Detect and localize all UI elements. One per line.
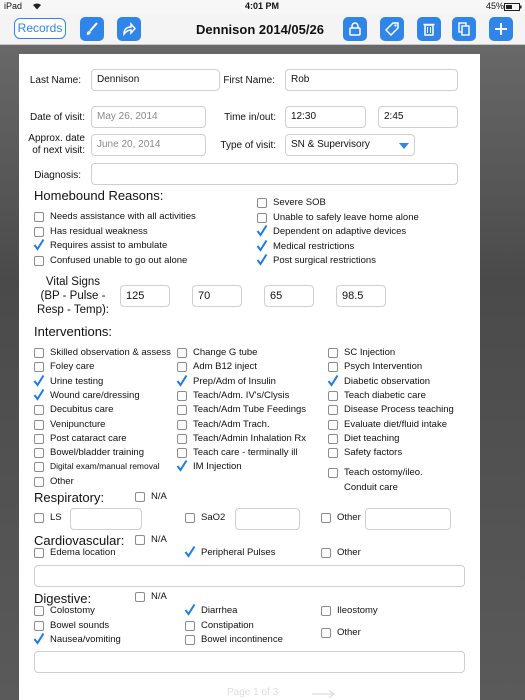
respiratory-sao2-label: SaO2 bbox=[201, 512, 226, 523]
intervention-c3-3-checkbox[interactable] bbox=[328, 391, 338, 401]
homebound-left-0-checkbox[interactable] bbox=[34, 212, 44, 222]
interventions-title: Interventions: bbox=[34, 324, 113, 339]
intervention-c1-7-checkbox[interactable] bbox=[34, 448, 44, 458]
intervention-c2-1-checkbox[interactable] bbox=[177, 362, 187, 372]
cardio-other-checkbox[interactable] bbox=[321, 548, 331, 558]
cardio-peripheral-checkmark[interactable] bbox=[184, 545, 196, 558]
dropdown-arrow-icon bbox=[399, 143, 409, 149]
diagnosis-label: Diagnosis: bbox=[34, 170, 81, 181]
records-button[interactable]: Records bbox=[14, 18, 66, 39]
intervention-c2-0-label: Change G tube bbox=[193, 347, 258, 358]
next-visit-label-line1: Approx. date bbox=[28, 133, 85, 144]
temp-field[interactable]: 98.5 bbox=[336, 285, 386, 307]
homebound-right-2-label: Dependent on adaptive devices bbox=[273, 226, 407, 237]
intervention-c1-2-label: Urine testing bbox=[50, 375, 104, 387]
homebound-left-2-label: Requires assist to ambulate bbox=[50, 240, 168, 251]
homebound-right-2-checkmark[interactable] bbox=[256, 224, 268, 237]
intervention-c1-8-label: Digital exam/manual removal bbox=[50, 461, 160, 472]
copy-button[interactable] bbox=[452, 17, 476, 41]
intervention-c1-0-checkbox[interactable] bbox=[34, 348, 44, 358]
digestive-4-checkbox[interactable] bbox=[185, 621, 195, 631]
next-visit-label bbox=[10, 133, 85, 157]
intervention-c3-5-checkbox[interactable] bbox=[328, 420, 338, 430]
intervention-c1-5-checkbox[interactable] bbox=[34, 420, 44, 430]
share-arrow-icon bbox=[121, 21, 137, 37]
cardio-edema-checkbox[interactable] bbox=[34, 548, 44, 558]
digestive-1-label: Bowel sounds bbox=[50, 620, 110, 631]
respiratory-other-checkbox[interactable] bbox=[321, 513, 331, 523]
homebound-right-3-checkmark[interactable] bbox=[256, 239, 268, 252]
intervention-c2-3-label: Teach/Adm. IV's/Clysis bbox=[193, 389, 290, 401]
digestive-4-label: Constipation bbox=[201, 620, 254, 631]
homebound-right-1-checkbox[interactable] bbox=[257, 213, 267, 223]
intervention-c3-6-label: Diet teaching bbox=[344, 432, 400, 444]
intervention-c3-4-checkbox[interactable] bbox=[328, 405, 338, 415]
intervention-c3-5-label: Evaluate diet/fluid intake bbox=[344, 418, 447, 430]
digestive-6-checkbox[interactable] bbox=[321, 606, 331, 616]
digestive-0-checkbox[interactable] bbox=[34, 606, 44, 616]
wifi-icon bbox=[32, 2, 42, 12]
last-name-field[interactable]: Dennison bbox=[91, 69, 220, 91]
cardio-other-label: Other bbox=[337, 547, 361, 558]
battery-icon bbox=[504, 3, 522, 13]
digestive-1-checkbox[interactable] bbox=[34, 621, 44, 631]
intervention-c3-8-label: Teach ostomy/ileo. bbox=[344, 467, 423, 479]
next-page-arrow-icon[interactable] bbox=[312, 690, 336, 698]
intervention-c1-9-label: Other bbox=[50, 475, 74, 487]
homebound-right-3-label: Medical restrictions bbox=[273, 240, 355, 252]
intervention-c1-1-checkbox[interactable] bbox=[34, 362, 44, 372]
intervention-c1-4-checkbox[interactable] bbox=[34, 405, 44, 415]
intervention-c2-5-checkbox[interactable] bbox=[177, 420, 187, 430]
intervention-c1-8-checkbox[interactable] bbox=[34, 462, 44, 472]
homebound-left-3-checkbox[interactable] bbox=[34, 256, 44, 266]
respiratory-other-label: Other bbox=[337, 512, 361, 523]
digestive-6-label: Ileostomy bbox=[337, 605, 378, 616]
lock-icon bbox=[347, 21, 363, 37]
add-button[interactable] bbox=[489, 17, 513, 41]
cardio-peripheral-label: Peripheral Pulses bbox=[201, 547, 276, 558]
intervention-c2-6-label: Teach/Admin Inhalation Rx bbox=[193, 432, 307, 444]
respiratory-ls-field[interactable] bbox=[70, 508, 142, 530]
intervention-c3-3-label: Teach diabetic care bbox=[344, 389, 426, 401]
resp-field[interactable]: 65 bbox=[264, 285, 314, 307]
digestive-na-checkbox[interactable] bbox=[135, 592, 145, 602]
respiratory-sao2-checkbox[interactable] bbox=[185, 513, 195, 523]
brush-icon bbox=[84, 21, 100, 37]
homebound-right-4-checkmark[interactable] bbox=[256, 253, 268, 266]
intervention-c3-1-label: Psych Intervention bbox=[344, 361, 423, 373]
vital-signs-label bbox=[34, 275, 112, 317]
status-bar bbox=[0, 0, 525, 14]
intervention-c3-8-label2: Conduit care bbox=[344, 482, 398, 493]
cardio-notes-field[interactable] bbox=[34, 565, 465, 587]
digestive-7-checkbox[interactable] bbox=[321, 628, 331, 638]
time-out-field[interactable]: 2:45 bbox=[378, 106, 458, 128]
next-visit-label-line2: of next visit: bbox=[32, 145, 85, 156]
intervention-c2-0-checkbox[interactable] bbox=[177, 348, 187, 358]
respiratory-title: Respiratory: bbox=[34, 490, 105, 505]
vital-signs-line1: Vital Signs bbox=[45, 276, 101, 288]
intervention-c2-2-checkmark[interactable] bbox=[176, 374, 188, 387]
vital-signs-line3: Resp - Temp): bbox=[36, 304, 109, 316]
intervention-c2-2-label: Prep/Adm of Insulin bbox=[193, 375, 276, 387]
next-visit-field[interactable]: June 20, 2014 bbox=[91, 134, 206, 156]
homebound-title: Homebound Reasons: bbox=[34, 188, 164, 203]
intervention-c2-8-checkmark[interactable] bbox=[176, 459, 188, 472]
intervention-c1-4-label: Decubitus care bbox=[50, 404, 114, 416]
plus-icon bbox=[493, 21, 509, 37]
respiratory-ls-label: LS bbox=[50, 512, 62, 523]
clock: 4:01 PM bbox=[245, 1, 280, 11]
homebound-right-1-label: Unable to safely leave home alone bbox=[273, 211, 419, 223]
digestive-title: Digestive: bbox=[34, 591, 92, 606]
brush-button[interactable] bbox=[80, 17, 104, 41]
intervention-c2-6-checkbox[interactable] bbox=[177, 434, 187, 444]
homebound-right-0-label: Severe SOB bbox=[273, 197, 326, 208]
digestive-notes-field[interactable] bbox=[34, 651, 465, 673]
cardio-edema-label: Edema location bbox=[50, 547, 116, 558]
type-of-visit-label: Type of visit: bbox=[220, 140, 276, 151]
cardio-na-label: N/A bbox=[151, 534, 167, 545]
type-of-visit-select[interactable] bbox=[285, 134, 415, 156]
intervention-c2-1-label: Adm B12 inject bbox=[193, 361, 257, 373]
time-in-field[interactable]: 12:30 bbox=[285, 106, 366, 128]
intervention-c3-2-checkmark[interactable] bbox=[327, 374, 339, 387]
intervention-c2-4-checkbox[interactable] bbox=[177, 405, 187, 415]
intervention-c1-9-checkbox[interactable] bbox=[34, 477, 44, 487]
digestive-3-label: Diarrhea bbox=[201, 605, 238, 616]
intervention-c3-7-label: Safety factors bbox=[344, 447, 403, 459]
digestive-7-label: Other bbox=[337, 627, 361, 638]
intervention-c1-2-checkmark[interactable] bbox=[33, 374, 45, 387]
intervention-c1-0-label: Skilled observation & assess bbox=[50, 347, 171, 358]
digestive-2-label: Nausea/vomiting bbox=[50, 634, 121, 645]
lock-button[interactable] bbox=[343, 17, 367, 41]
vital-signs-line2: (BP - Pulse - bbox=[40, 290, 106, 302]
intervention-c3-2-label: Diabetic observation bbox=[344, 375, 431, 387]
bp-field[interactable]: 125 bbox=[120, 285, 170, 307]
homebound-left-2-checkmark[interactable] bbox=[33, 238, 45, 251]
first-name-field[interactable]: Rob bbox=[285, 69, 458, 91]
intervention-c3-1-checkbox[interactable] bbox=[328, 362, 338, 372]
intervention-c3-0-label: SC Injection bbox=[344, 347, 396, 358]
type-of-visit-value: SN & Supervisory bbox=[291, 139, 370, 150]
tag-icon bbox=[384, 21, 400, 37]
intervention-c1-6-label: Post cataract care bbox=[50, 432, 127, 444]
intervention-c3-7-checkbox[interactable] bbox=[328, 448, 338, 458]
respiratory-other-field[interactable] bbox=[365, 508, 451, 530]
copy-icon bbox=[456, 21, 472, 37]
intervention-c1-5-label: Venipuncture bbox=[50, 418, 106, 430]
digestive-5-label: Bowel incontinence bbox=[201, 634, 283, 645]
date-of-visit-field[interactable]: May 26, 2014 bbox=[91, 106, 206, 128]
pulse-field[interactable]: 70 bbox=[192, 285, 242, 307]
share-button[interactable] bbox=[117, 17, 141, 41]
intervention-c3-6-checkbox[interactable] bbox=[328, 434, 338, 444]
respiratory-na-label: N/A bbox=[151, 491, 167, 502]
intervention-c2-7-checkbox[interactable] bbox=[177, 448, 187, 458]
diagnosis-field[interactable] bbox=[91, 163, 458, 185]
homebound-left-1-label: Has residual weakness bbox=[50, 225, 148, 237]
cardiovascular-title: Cardiovascular: bbox=[34, 533, 125, 548]
intervention-c1-7-label: Bowel/bladder training bbox=[50, 447, 145, 459]
digestive-2-checkmark[interactable] bbox=[33, 632, 45, 645]
homebound-left-0-label: Needs assistance with all activities bbox=[50, 211, 196, 222]
homebound-right-0-checkbox[interactable] bbox=[257, 198, 267, 208]
intervention-c3-4-label: Disease Process teaching bbox=[344, 404, 454, 416]
digestive-0-label: Colostomy bbox=[50, 605, 95, 616]
intervention-c1-3-checkmark[interactable] bbox=[33, 388, 45, 401]
page-indicator: Page 1 of 3 bbox=[227, 687, 279, 698]
page-title: Dennison 2014/05/26 bbox=[196, 22, 324, 37]
respiratory-sao2-field[interactable] bbox=[235, 508, 300, 530]
battery-percent: 45% bbox=[486, 1, 505, 11]
intervention-c3-0-checkbox[interactable] bbox=[328, 348, 338, 358]
homebound-left-1-checkbox[interactable] bbox=[34, 227, 44, 237]
delete-button[interactable] bbox=[417, 17, 441, 41]
page-footer bbox=[0, 687, 525, 700]
intervention-c2-7-label: Teach care - terminally ill bbox=[193, 447, 298, 459]
intervention-c2-8-label: IM Injection bbox=[193, 461, 242, 473]
digestive-5-checkbox[interactable] bbox=[185, 635, 195, 645]
first-name-label: First Name: bbox=[223, 75, 275, 86]
intervention-c1-6-checkbox[interactable] bbox=[34, 434, 44, 444]
trash-icon bbox=[421, 21, 437, 37]
digestive-3-checkmark[interactable] bbox=[184, 603, 196, 616]
intervention-c1-1-label: Foley care bbox=[50, 361, 95, 373]
tag-button[interactable] bbox=[380, 17, 404, 41]
device-name: iPad bbox=[4, 1, 23, 11]
intervention-c1-3-label: Wound care/dressing bbox=[50, 389, 140, 401]
date-of-visit-label: Date of visit: bbox=[29, 112, 85, 123]
intervention-c2-3-checkbox[interactable] bbox=[177, 391, 187, 401]
nav-bar bbox=[0, 14, 525, 45]
respiratory-ls-checkbox[interactable] bbox=[34, 513, 44, 523]
respiratory-na-checkbox[interactable] bbox=[135, 492, 145, 502]
intervention-c3-8-checkbox[interactable] bbox=[328, 468, 338, 478]
last-name-label: Last Name: bbox=[29, 75, 81, 86]
digestive-na-label: N/A bbox=[151, 591, 167, 602]
time-in-out-label: Time in/out: bbox=[224, 112, 276, 123]
intervention-c2-5-label: Teach/Adm Trach. bbox=[193, 418, 270, 430]
homebound-right-4-label: Post surgical restrictions bbox=[273, 255, 376, 266]
intervention-c2-4-label: Teach/Adm Tube Feedings bbox=[193, 404, 307, 416]
cardio-na-checkbox[interactable] bbox=[135, 535, 145, 545]
homebound-left-3-label: Confused unable to go out alone bbox=[50, 254, 188, 266]
